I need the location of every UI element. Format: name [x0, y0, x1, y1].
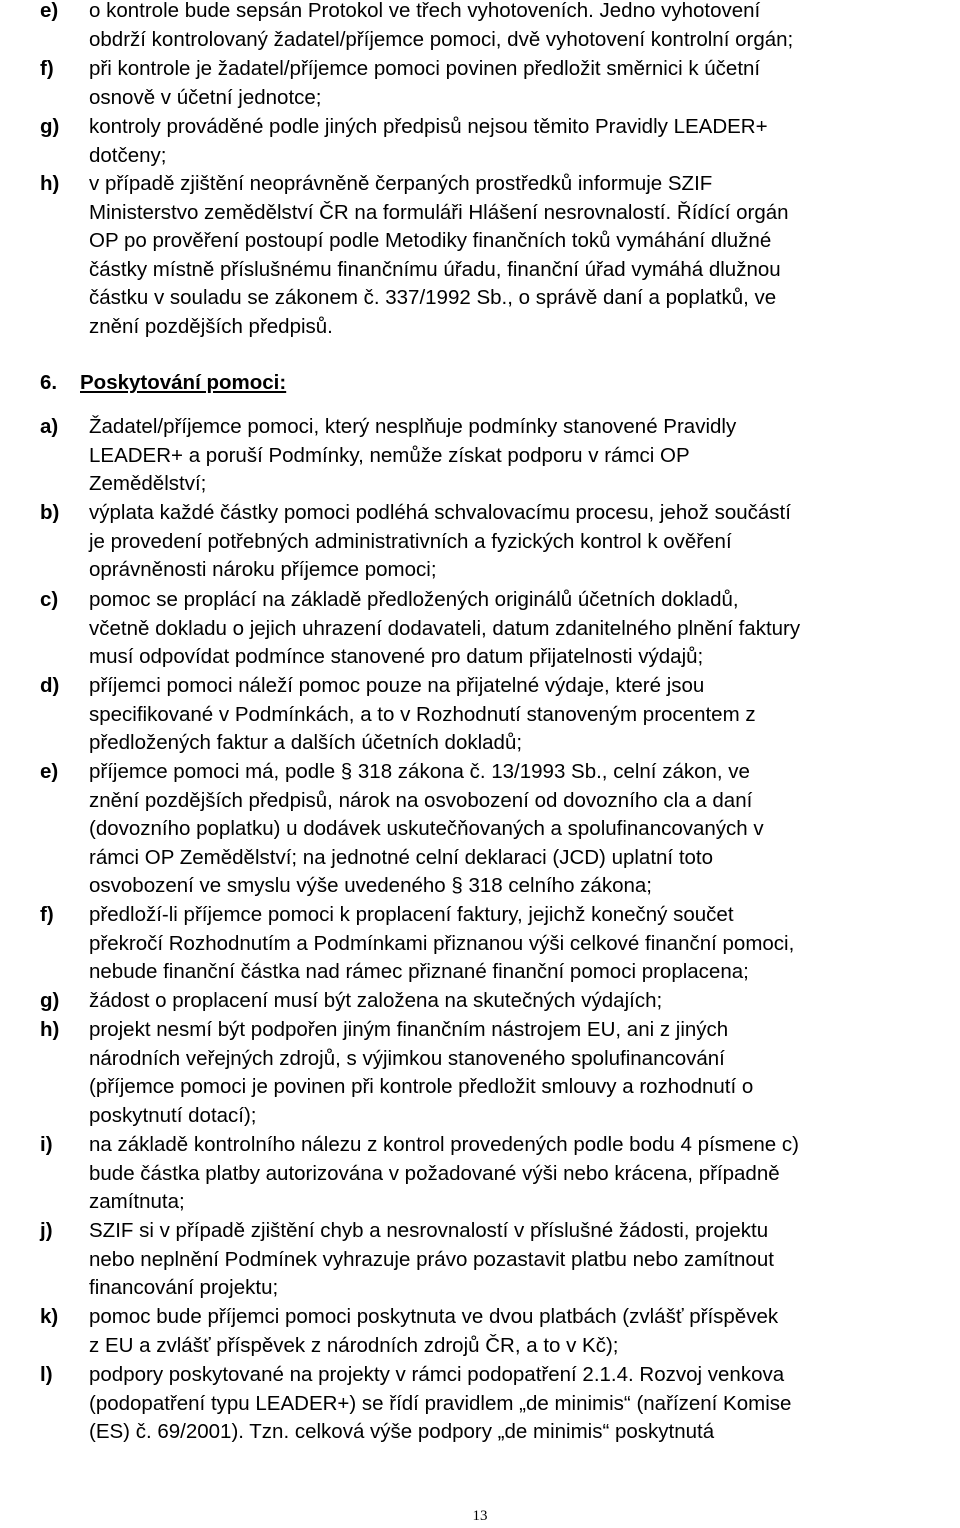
list-item-label: e) [40, 0, 59, 22]
section-item-e [40, 758, 958, 901]
section-item-l [40, 1361, 958, 1447]
list-item-text: příjemci pomoci náleží pomoc pouze na přijatelné výdaje, které jsou specifikované v Podmínkách, a to v Rozhodnutí stanoveným procentem z předložených faktur a dalších účetních dokladů; [89, 674, 756, 754]
list-item-f [40, 55, 958, 112]
section-title: Poskytování pomoci: [80, 371, 287, 394]
list-item-text: výplata každé částky pomoci podléhá schvalovacímu procesu, jehož součástí je provedení potřebných administrativních a fyzických kontrol k ověření oprávněnosti nároku příjemce pomoci; [89, 501, 791, 581]
list-item-label: g) [40, 989, 60, 1012]
section-item-j [40, 1217, 958, 1303]
list-item-label: c) [40, 588, 59, 611]
section-item-d [40, 672, 958, 758]
list-item-text: podpory poskytované na projekty v rámci podopatření 2.1.4. Rozvoj venkova (podopatření typu LEADER+) se řídí pravidlem „de minimis“ (nařízení Komise (ES) č. 69/2001). Tzn. celková výše podpory „de minimis“ poskytnutá [89, 1363, 792, 1443]
list-item-text: Žadatel/příjemce pomoci, který nesplňuje podmínky stanovené Pravidly LEADER+ a poruší Podmínky, nemůže získat podporu v rámci OP Zemědělství; [89, 415, 737, 495]
list-item-label: g) [40, 115, 60, 138]
list-item-h [40, 170, 958, 341]
list-item-label: b) [40, 501, 60, 524]
section-item-g [40, 987, 958, 1016]
list-item-text: žádost o proplacení musí být založena na skutečných výdajích; [89, 989, 663, 1012]
section-item-i [40, 1131, 958, 1217]
list-item-label: k) [40, 1305, 59, 1328]
list-item-label: l) [40, 1363, 53, 1386]
section-item-c [40, 586, 958, 672]
section-heading [40, 368, 286, 398]
list-item-g [40, 113, 958, 170]
page-number: 13 [472, 1508, 488, 1524]
list-item-e [40, 0, 958, 54]
list-item-label: i) [40, 1133, 53, 1156]
list-item-text: na základě kontrolního nálezu z kontrol provedených podle bodu 4 písmene c) bude částka platby autorizována v požadované výši nebo krácena, případně zamítnuta; [89, 1133, 799, 1213]
section-item-a [40, 413, 958, 499]
list-item-label: h) [40, 1018, 60, 1041]
list-item-label: d) [40, 674, 60, 697]
list-item-text: o kontrole bude sepsán Protokol ve třech vyhotoveních. Jedno vyhotovení obdrží kontrolovaný žadatel/příjemce pomoci, dvě vyhotovení kontrolní orgán; [89, 0, 794, 51]
list-item-text: příjemce pomoci má, podle § 318 zákona č. 13/1993 Sb., celní zákon, ve znění pozdějších předpisů, nárok na osvobození od dovozního cla a daní (dovozního poplatku) u dodávek uskutečňovaných a spolufinancovaných v rámci OP Zemědělství; na jednotné celní deklaraci (JCD) uplatní toto osvobození ve smyslu výše uvedeného § 318 celního zákona; [89, 760, 764, 897]
section-item-k [40, 1303, 958, 1360]
list-item-label: j) [40, 1219, 53, 1242]
section-item-f [40, 901, 958, 987]
section-item-b [40, 499, 958, 585]
list-item-label: f) [40, 57, 54, 80]
section-number: 6. [40, 371, 58, 394]
list-item-text: kontroly prováděné podle jiných předpisů nejsou těmito Pravidly LEADER+ dotčeny; [89, 115, 768, 167]
list-item-text: pomoc se proplácí na základě předložených originálů účetních dokladů, včetně dokladu o jejich uhrazení dodavateli, datum zdanitelného plnění faktury musí odpovídat podmínce stanovené pro datum přijatelnosti výdajů; [89, 588, 801, 668]
list-item-text: v případě zjištění neoprávněně čerpaných prostředků informuje SZIF Ministerstvo zemědělství ČR na formuláři Hlášení nesrovnalostí. Řídící orgán OP po prověření postoupí podle Metodiky finančních toků vymáhání dlužné částky místně příslušnému finančnímu úřadu, finanční úřad vymáhá dlužnou částku v souladu se zákonem č. 337/1992 Sb., o správě daní a poplatků, ve znění pozdějších předpisů. [89, 172, 789, 338]
list-item-text: předloží-li příjemce pomoci k proplacení faktury, jejichž konečný součet překročí Rozhodnutím a Podmínkami přiznanou výši celkové finanční pomoci, nebude finanční částka nad rámec přiznané finanční pomoci proplacena; [89, 903, 795, 983]
list-item-text: SZIF si v případě zjištění chyb a nesrovnalostí v příslušné žádosti, projektu nebo neplnění Podmínek vyhrazuje právo pozastavit platbu nebo zamítnout financování projektu; [89, 1219, 774, 1299]
list-item-label: f) [40, 903, 54, 926]
list-item-text: projekt nesmí být podpořen jiným finančním nástrojem EU, ani z jiných národních veřejných zdrojů, s výjimkou stanoveného spolufinancování (příjemce pomoci je povinen při kontrole předložit smlouvy a rozhodnutí o poskytnutí dotací); [89, 1018, 754, 1127]
list-item-label: e) [40, 760, 59, 783]
list-item-label: a) [40, 415, 59, 438]
list-item-text: při kontrole je žadatel/příjemce pomoci povinen předložit směrnici k účetní osnově v účetní jednotce; [89, 57, 761, 109]
section-item-h [40, 1016, 958, 1130]
list-item-text: pomoc bude příjemci pomoci poskytnuta ve dvou platbách (zvlášť příspěvek z EU a zvlášť příspěvek z národních zdrojů ČR, a to v Kč); [89, 1305, 779, 1357]
list-item-label: h) [40, 172, 60, 195]
